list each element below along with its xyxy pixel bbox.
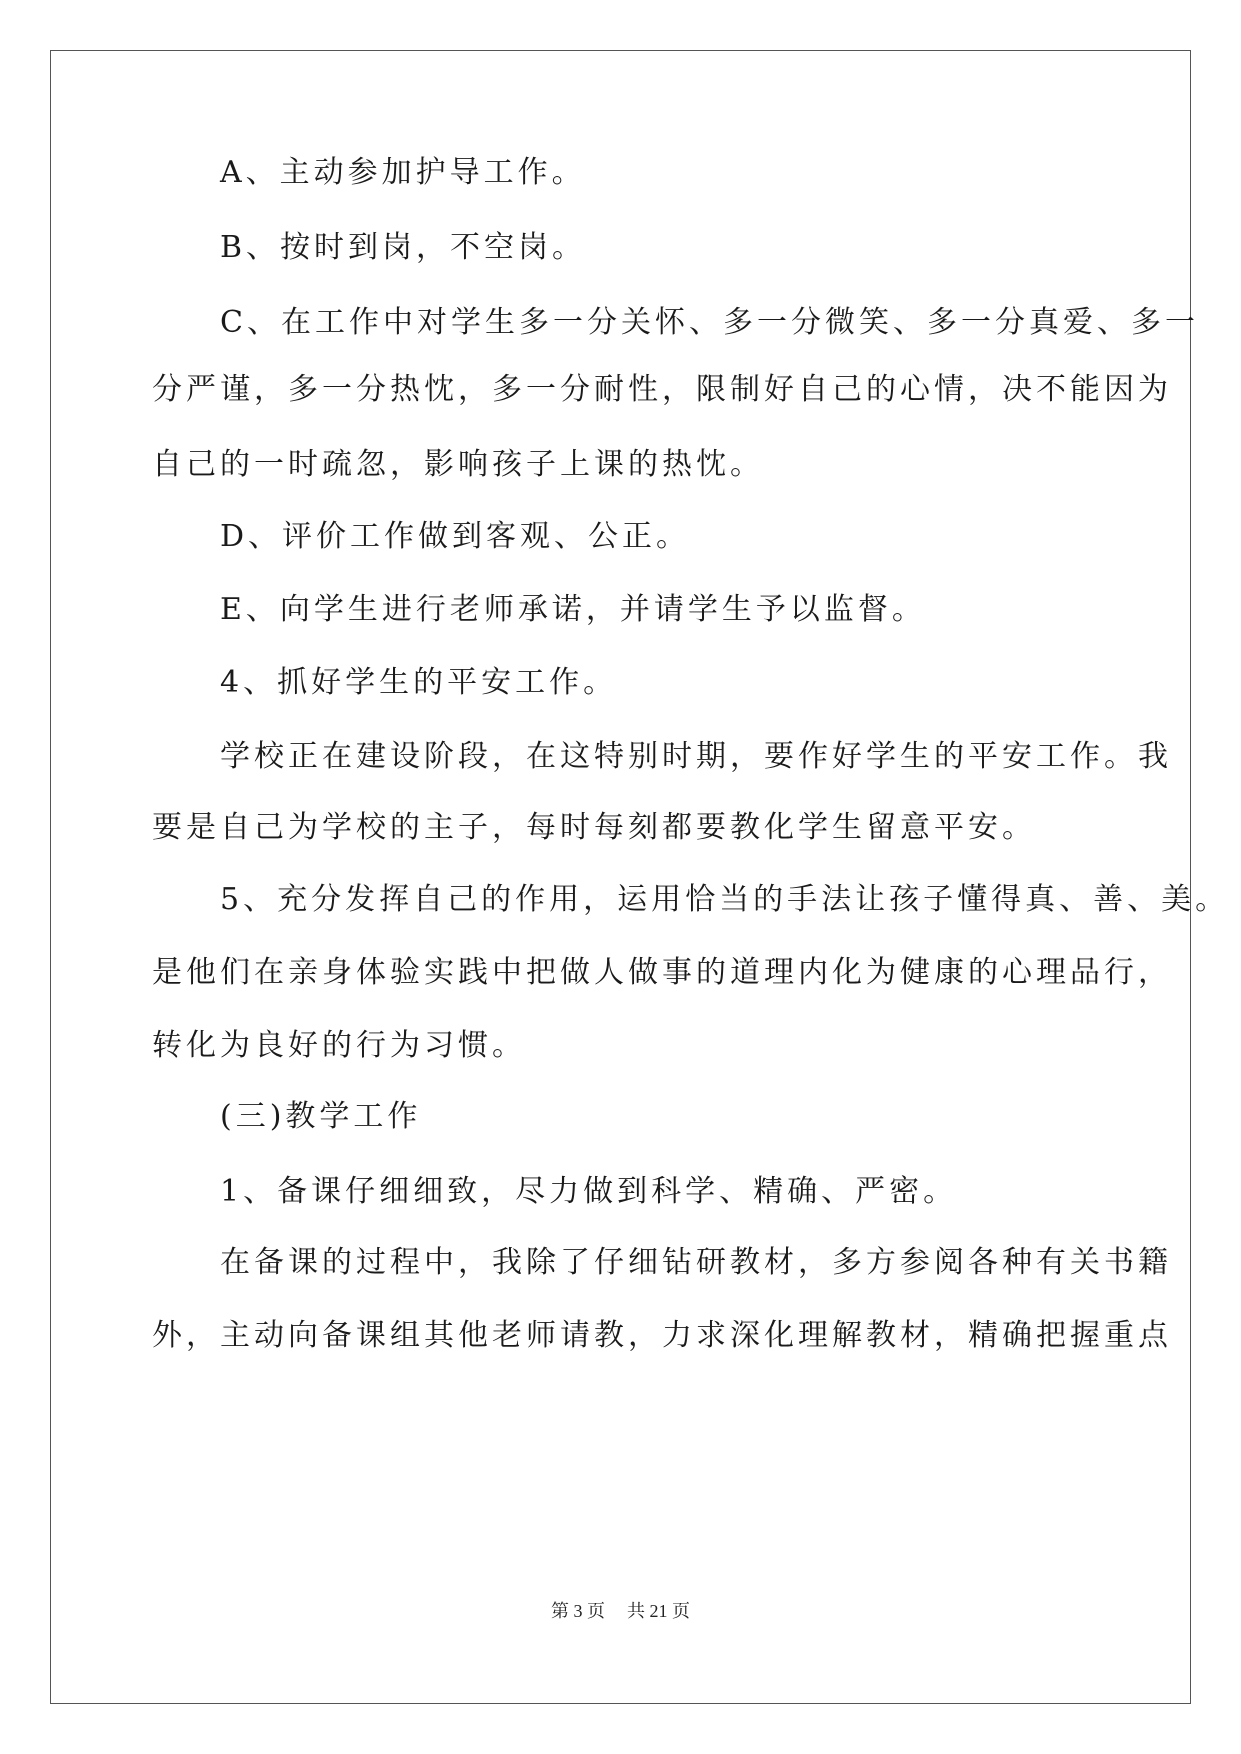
- text-line: 学校正在建设阶段，在这特别时期，要作好学生的平安工作。我: [152, 739, 1172, 774]
- text-line: 外，主动向备课组其他老师请教，力求深化理解教材，精确把握重点: [152, 1318, 1172, 1353]
- text-line: 自己的一时疏忽，影响孩子上课的热忱。: [152, 447, 764, 482]
- text-line: B、按时到岗，不空岗。: [152, 230, 587, 265]
- text-line: A、主动参加护导工作。: [152, 155, 586, 190]
- text-line: (三)教学工作: [152, 1099, 422, 1134]
- text-line: C、在工作中对学生多一分关怀、多一分微笑、多一分真爱、多一: [152, 305, 1199, 340]
- text-line: 转化为良好的行为习惯。: [152, 1028, 526, 1063]
- text-line: 1、备课仔细细致，尽力做到科学、精确、严密。: [152, 1174, 958, 1209]
- total-pages: 共 21 页: [627, 1601, 690, 1621]
- page-border: [50, 50, 1191, 1704]
- text-line: E、向学生进行老师承诺，并请学生予以监督。: [152, 592, 926, 627]
- page-number: 第 3 页: [551, 1601, 605, 1621]
- text-line: 是他们在亲身体验实践中把做人做事的道理内化为健康的心理品行，: [152, 955, 1172, 990]
- text-line: 分严谨，多一分热忱，多一分耐性，限制好自己的心情，决不能因为: [152, 372, 1172, 407]
- text-line: 要是自己为学校的主子，每时每刻都要教化学生留意平安。: [152, 810, 1036, 845]
- text-line: 4、抓好学生的平安工作。: [152, 665, 618, 700]
- text-line: D、评价工作做到客观、公正。: [152, 519, 691, 554]
- text-line: 5、充分发挥自己的作用，运用恰当的手法让孩子懂得真、善、美。: [152, 882, 1230, 917]
- page-footer: [0, 1597, 1241, 1623]
- text-line: 在备课的过程中，我除了仔细钻研教材，多方参阅各种有关书籍: [152, 1245, 1172, 1280]
